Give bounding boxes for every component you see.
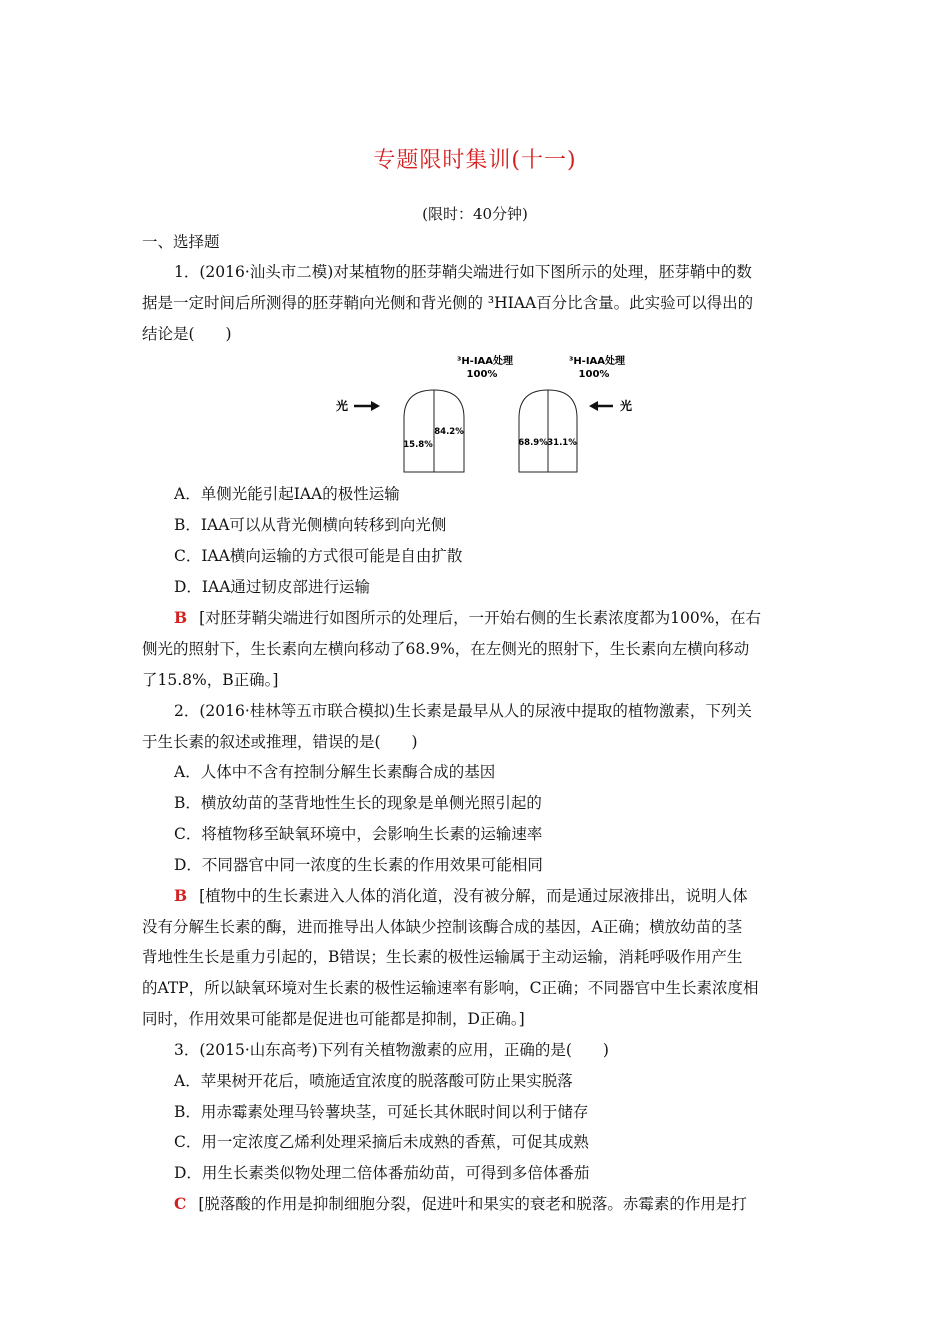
q2-stem-line-2: 于生长素的叙述或推理，错误的是( ) (142, 733, 418, 751)
q2-explanation-line-1: B [植物中的生长素进入人体的消化道，没有被分解，而是通过尿液排出，说明人体 (174, 886, 748, 905)
q1-stem-line-1: 1．(2016·汕头市二模)对某植物的胚芽鞘尖端进行如下图所示的处理，胚芽鞘中的数 (174, 263, 752, 281)
q3-explanation-line-1: C [脱落酸的作用是抑制细胞分裂，促进叶和果实的衰老和脱落。赤霉素的作用是打 (174, 1194, 747, 1213)
q1-stem-line-3: 结论是( ) (142, 325, 232, 343)
q2-option-d: D．不同器官中同一浓度的生长素的作用效果可能相同 (174, 856, 543, 874)
q2-explanation-line-3: 背地性生长是重力引起的，B错误；生长素的极性运输属于主动运输，消耗呼吸作用产生 (142, 948, 743, 966)
q3-stem-line-1: 3．(2015·山东高考)下列有关植物激素的应用，正确的是( ) (174, 1041, 609, 1059)
left-light-arrow-icon (371, 401, 380, 411)
q2-explanation-line-2: 没有分解生长素的酶，进而推导出人体缺少控制该酶合成的基因，A正确；横放幼苗的茎 (142, 918, 743, 936)
left-value-lit-side: 15.8% (403, 440, 433, 450)
page-title: 专题限时集训(十一) (373, 148, 577, 173)
q1-option-d: D．IAA通过韧皮部进行运输 (174, 578, 370, 596)
coleoptile-diagram (336, 350, 640, 478)
q2-option-a: A．人体中不含有控制分解生长素酶合成的基因 (174, 763, 496, 781)
q3-option-d: D．用生长素类似物处理二倍体番茄幼苗，可得到多倍体番茄 (174, 1164, 590, 1182)
left-percent-label: 100% (466, 369, 498, 380)
right-light-arrow-icon (589, 401, 598, 411)
right-value-lit-side: 31.1% (547, 438, 577, 448)
q1-explanation-line-2: 侧光的照射下，生长素向左横向移动了68.9%，在左侧光的照射下，生长素向左横向移动 (142, 640, 750, 658)
q2-explanation-line-5: 同时，作用效果可能都是促进也可能都是抑制，D正确。] (142, 1010, 525, 1028)
right-light-label: 光 (620, 399, 633, 413)
q2-explanation-line-4: 的ATP，所以缺氧环境对生长素的极性运输速率有影响，C正确；不同器官中生长素浓度相 (142, 979, 759, 997)
left-treatment-label: ³H-IAA处理 (456, 356, 514, 367)
q1-option-c: C．IAA横向运输的方式很可能是自由扩散 (174, 547, 463, 565)
right-treatment-label: ³H-IAA处理 (568, 356, 626, 367)
q2-option-b: B．横放幼苗的茎背地性生长的现象是单侧光照引起的 (174, 794, 542, 812)
q1-stem-line-2: 据是一定时间后所测得的胚芽鞘向光侧和背光侧的 ³HIAA百分比含量。此实验可以得出的 (142, 294, 754, 312)
q1-option-a: A．单侧光能引起IAA的极性运输 (174, 485, 400, 503)
q2-stem-line-1: 2．(2016·桂林等五市联合模拟)生长素是最早从人的尿液中提取的植物激素，下列关 (174, 702, 752, 720)
left-light-label: 光 (336, 399, 349, 413)
q1-option-b: B．IAA可以从背光侧横向转移到向光侧 (174, 516, 447, 534)
q2-option-c: C．将植物移至缺氧环境中，会影响生长素的运输速率 (174, 825, 543, 843)
q1-explanation-line-3: 了15.8%，B正确。] (142, 671, 279, 689)
q3-answer: C (174, 1194, 187, 1213)
coleoptile-figure (336, 350, 640, 478)
q1-explanation-line-1: B [对胚芽鞘尖端进行如图所示的处理后，一开始右侧的生长素浓度都为100%，在右 (174, 608, 761, 627)
right-percent-label: 100% (578, 369, 610, 380)
section-heading: 一、选择题 (142, 233, 220, 251)
q1-answer: B (174, 608, 188, 627)
q3-option-b: B．用赤霉素处理马铃薯块茎，可延长其休眠时间以利于储存 (174, 1103, 589, 1121)
left-value-shade-side: 84.2% (434, 427, 464, 437)
q3-option-a: A．苹果树开花后，喷施适宜浓度的脱落酸可防止果实脱落 (174, 1072, 573, 1090)
right-value-shade-side: 68.9% (518, 438, 548, 448)
q2-answer: B (174, 886, 188, 905)
q3-option-c: C．用一定浓度乙烯利处理采摘后未成熟的香蕉，可促其成熟 (174, 1133, 589, 1151)
time-limit: (限时：40分钟) (422, 205, 528, 223)
